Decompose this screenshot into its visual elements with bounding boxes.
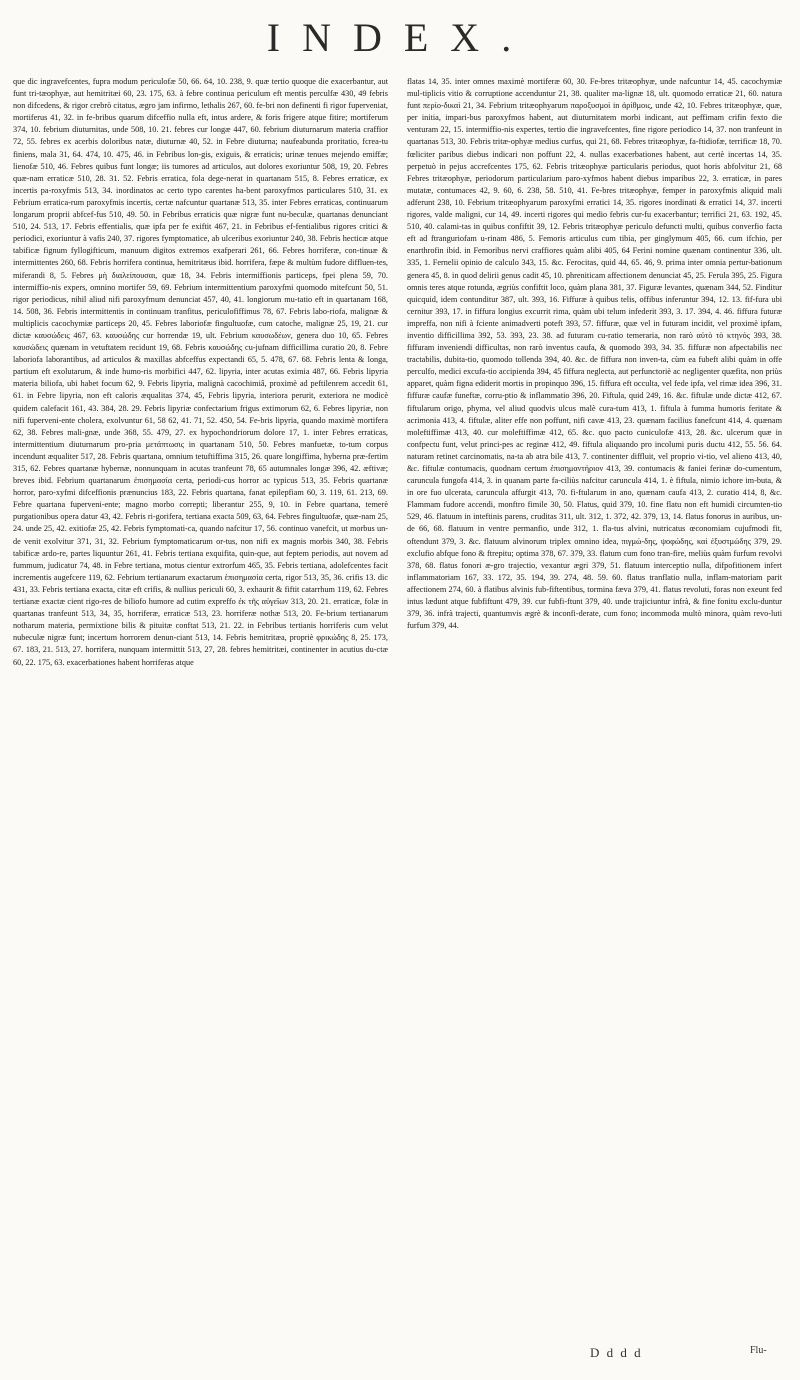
catchword: Flu- <box>750 1345 767 1356</box>
index-text-right: flatas 14, 35. inter omnes maximè mortiferæ 60, 30. Fe-bres tritæophyæ, unde nafcuntur 14, 45. cacochymiæ mul-tiplicis vitio & corruptione accenduntur 21, 38. qualiter ma-lignæ 18, ult. quomodo erraticæ 21, 60. natura funt περίο-δικαὶ 21, 34. Febrium tritæophyarum παροξυσμοὶ in ἀρίθμοις, unde 42, 10. Febres tritæophyæ, quæ, per initia, impari-bus paroxyfmos habent, aut diuturnitatem morbi indicant, aut peffimam crifin fexto die venturam 22, 15. intermiffio-nis expertes, tertio die ingravefcentes, fine rigore periodico 14, 37. non tranfeunt in quartanas 513, 30. Febris tritæ-ophyæ medius curfus, qui 21, 68. Febres tritæophyæ, fa-ftidiofæ, terrificæ 18, 70. fœliciter paribus diebus indicari non poffunt 22, 4. nullas exacerbationes habent, aut certè incertas 14, 35. perpetuò in pejus accrefcentes 175, 62. Febris tritæophyæ particularis periodus, quot horis abfolvitur 21, 68 Febres tritæophyæ, periodorum particularium paro-xyfmos habent diebus imparibus 22, 3. erraticæ, in pares mutatæ, contumaces 42, 9. 60, 6. 238, 58. 510, 41. Fe-bres tritæophyæ, femper in paroxyfmis aliquid mali adferunt 238, 10. Febrium tritæophyarum paroxyfmi erratici 14, 35. rigores inordinati & erratici 14, 37. incerti rigores, valde maligni, cur 14, 49. incerti rigores qui medio febris cur-fu exacerbantur; terrifici 21, 63. 192, 45. 510, 40. calami-tas in quibus confiftit 39, 12. Febris tritæophyæ periculo defuncti multi, quibus converfio facta eft ad ftranguriofam u-rinam 486, 5. Femoris articulus cum tibia, per ginglymum 405, 66. cum ifchio, per enarthrofin ibid. in Femoribus nervi craffiores quàm alibi 405, 64 Ferini nomine quænam continentur 336, ult. 335, 1. Fernelii opinio de calculo 343, 15. &c. Ferocitas, quid 44, 65. 46, 9. prima inter omnia pertur-bationum genera 45, 8. in quod delirii genus cadit 45, 10. phreniticam affectionem denunciat 45, 25. Ferula 395, 25. Figura omnis teres atque rotunda, ægriùs confiftit loco, quàm plana 381, 37. Figuræ levantes, quænam 344, 52. Finditur quicquid, idem contunditur 387, ult. 393, 16. Fiffuræ à quibus telis, offibus inferuntur 394, 12. 13. fif-fura ubi cernitur 393, 17. in fiffura longius excurrit rima, quàm ubi telum infederit 393, 3. 17. 394, 4. 46. fiffura futuræ impreffa, non nifi à fciente animadverti poteft 393, 57. fiffuræ, quæ vel in futuram incidit, vel proximè ipfam, inventio difficillima 392, 53. 393, 23. 38. ad futuram cu-ratio temeraria, non rarò αὐτὸ τὸ κτηνός 393, 38. fiffuram inveniendi difficultas, non rarò inventus caufa, & quomodo 393, 34. 35. fiffuræ non afpectabilis nec tractabilis, dubita-tio, quomodo tollenda 394, 40. &c. de fiffura non inven-ta, cùm ea fubeft alibi quàm in offe perculfo, medici excufa-tio accipienda 394, 45 fiffura neglecta, aut perfunctoriè ac negligenter quæfita, non priùs apparet, quàm figna ediderit mortis in propinquo 396, 15. fiffura eft occulta, vel fede ipfa, vel rimæ idea 396, 31. fiffuræ caufæ funeftæ, corru-ptio & inflammatio 396, 20. Fiftula, quid 249, 16. &c. fiftulæ unde dictæ 412, 67. fiftularum origo, phyma, vel aliud quodvis ulcus malè cura-tum 413, 1. fiftula à fumma humoris feritate & acrimonia 413, 4. fiftulæ, aliter effe non poffunt, nifi cavæ 413, 23. quænam facilius fanefcunt 414, 4. quænam moleftiffimæ 413, 40. cur moleftiffimæ 412, 65. &c. quo pacto cuniculofæ 413, 28. &c. ulcerum quæ in confpectu funt, velut princi-pes ac reginæ 412, 49. fiftula aliquando pro incolumi puris ductu 412, 55. 56. 64. naturam retinet carcinomatis, na-ta ab atra bile 413, 7. continenter diffluit, vel proprio vi-tio, vel alieno 413, 40, &c. fiftulæ contumacis, quodnam certum ἐπισημαντήριον 413, 39. contumacis & faniei ferinæ do-cumentum, caruncula fungofa 414, 3. in quanam parte fa-ciliùs nafcitur caruncula 414, 1. è fiftula, nimio ichore im-buta, & in ore fuo ulcerata, caruncula affurgit 413, 70. fi-ftularum in ano, quænam caufa 413, 2. curatio 414, 8, &c. Flammam fudore accendi, monftro fimile 30, 50. Flatus, quid 379, 10. fine flatu non eft humidi circumten-tio 529, 46. flatuum in inteftinis parens, cruditas 311, ult. 312, 1. 372, 42. 379, 13, 14. flatus fonorus in auribus, un-de 66, 68. flatuum in ventre permanfio, unde 312, 1. fla-tus alvini, nutricatus œconomiam cujufmodi fit, oftendunt 379, 3. &c. flatuum alvinorum triplex omnino idea, πιγμώ-δης, ψοφώδης, καὶ ἐξυστμώδης 379, 29. exclufio abfque fono & ftrepitu; optima 378, 67. 379, 33. flatum cum fono tran-fire, meliùs quàm furfum revolvi 378, 68. flatus fonori æ-gro trajectio, vexantur ægri 379, 51. flatuum interceptio nulla, difpofitionem infert inflammatoriam 167, 33. 172, 35. 194, 39. 274, 48. 59. 60. flatus tranflatio nulla, inflam-matoriam parit affectionem 274, 60. à flatibus alvinis fub-fiftentibus, tormina fæva 379, 41. flatus revoluti, foras non exeunt fed intus lædunt atque fubfiftunt 479, 39. cur fubfi-ftunt 379, 40. unde trajiciuntur infrà, & fine fonitu exclu-duntur 379, 36. infrà trajecti, quantumvis ægrè & inconfi-derate, cum fono; incommoda multò minora, quàm revo-luti furfum 379, 44. <box>407 77 782 631</box>
page-title: INDEX. <box>266 15 534 60</box>
signature-mark: D d d d <box>590 1345 643 1360</box>
index-text-left: que dic ingravefcentes, fupra modum periculofæ 50, 66. 64, 10. 238, 9. quæ tertio quoque die exacerbantur, aut funt tri-tæophyæ, aut hemitritæi 60, 23. 175, 63. à febre continua periculum eft mentis perculfæ 430, 49 febris non difcedens, & rigor crebrò citatus, ægro jam infirmo, lethalis 267, 60. fe-bri non definenti fi rigor fuperveniat, mortiferus 41, 32. in fe-bribus quarum difceffio nulla eft, intus ardere, & foris frigere atque fitire; mortiferum 374, 10. febrium diuturnitas, unde 508, 10. 21. febres cur longæ 447, 60. febrium diuturnarum materia craffior 72, 55. febres ex acerbis doloribus natæ, diuturnæ 40, 52. in Febre diuturna; naufeabunda proritatio, fcrea-tu finiens, mala 31, 64. 474, 10. 475, 46. in Febribus lon-gis, exiguis, & erraticis; urinæ tenues mejendo emiffæ; lienofæ 510, 46. Febres quibus funt longæ; iis tumores ad articulos, aut dolores exoriuntur 508, 19, 20. Febres quæ-nam erraticæ 510, 28. 31. 52. Febris erratica, fola dege-nerat in quartanam 515, 8. Febres erraticæ, ex incertis pa-roxyfmis 513, 34. inordinatos ac certo typo carentes ha-bent paroxyfmos particulares 510, 31. ex Febrium erratica-rum paroxyfmis incertis, certæ nafcuntur quartanæ 513, 35. inter Febres erraticas, continuarum longarum proprii abfcef-fus 510, 49. 50. in Febribus erraticis quæ nigræ funt nu-beculæ, quartanas denunciant 510, 24. 513, 17. Febris effentialis, quæ ipfa per fe exiftit 467, 21. in Febribus ef-fentialibus rigores critici & periodici, exoriuntur à vafis 240, 37. rigores fymptomatice, ab ulceribus exoriuntur 240, 38. Febris hecticæ atque tabificæ fignum fyllogifticum, manuum digitos extremos exafperari 261, 66. Febres horriferæ, con-tinuæ & intermittentes 260, 68. Febris horrifera continua, hemitritæus ibid. horrifera, fæpe & multùm fudore diffluen-tes, miferandi 8, 5. Febres μὴ διαλείπουσαι, quæ 18, 34. Febris intermiffionis particeps, fpei plena 59, 70. intermiffio-nis expers, omnino mortifer 59, 69. Febrium intermittentium paroxyfmi quomodo mitefcunt 50, 51. rigor periodicus, nihil aliud nifi paroxyfmum denunciat 457, 40, 41. longiorum mu-tatio eft in quartanam 168, 14. 508, 36. Febris intermittentis in continuam tranfitus, periculofiffimus 78, 67. Febris labo-riofa, malignæ & multiplicis cacochymiæ particeps 20, 45. Febres laboriofæ fingultuofæ, cum catoche, malignæ 25, 19, 21. cur dictæ καυσώδεις 467, 63. καυσώδης cur horrendæ 19, ult. Febrium καυσωδέων, genera duo 10, 65. Febres καυσώδεις quænam in vetuftatem recidunt 19, 68. Febris καυσώδης cu-jufnam difficillima curatio 20, 8. Febre laboriofa laborantibus, ad articulos & maxillas abfceffus expectandi 65, 5. 478, 67. 68. Febris lenta & longa, partium eft exolutarum, & inde humo-ris morbifici 447, 62. lipyria, inter acutas eximia 487, 66. Febris lipyria materia biliofa, ubi habet focum 62, 9. Febris lipyria, malignà cacochimiâ, proximè ad peftilenrem accedit 61, 61. in Febre lipyria, non eft caloris æqualitas 374, 45, Febris lipyria, interiora perurit, exteriora ne modicè quidem calefacit 161, 43. 384, 28. 29. Febris lipyriæ confectarium frigus extimorum 62, 6. Febres lipyriæ, non nifi fuperveni-ente cholera, exolvuntur 61, 58 62, 41. 71, 52. 450, 54. Fe-bris lipyria, quando maximè mortifera 62, 38. Febres mali-gnæ, unde 368, 55. 479, 27. ex hypochondriorum dolore 17, 1. inter Febres erraticas, intermittentium diuturnarum pro-pria μετάπτωσις in quartanam 510, 50. Febres manfuetæ, to-tum corpus incendunt æqualiter 517, 28. Febris quartana, omnium tetuftiffima 315, 26. quare longiffima, hyberna præ-fertim 315, 62. Febres quartanæ hybernæ, nonnunquam in acutas tranfeunt 78, 65 autumnales longæ 396, 42. æftivæ; breves ibid. Febrium quartanarum ἐπισημασία certa, periodi-cus horror ac typicus 513, 35. Febris quartanæ horror, paro-xyfmi difceffionis prænuncius 183, 22. Febris quartana, fanat epilepfiam 60, 3. 119, 61. 213, 69. Febre quartana fuperveni-ente; magno morbo correpti; liberantur 255, 9, 10. in Febre quartana, temerè purgationibus opera datur 43, 42. Febris ri-gorifera, tertiana exacta 509, 63, 64. Febres fingultuofæ, quæ-nam 25, 24. unde 25, 42. exitiofæ 25, 42. Febris fymptomati-ca, quando nafcitur 17, 56. continuo vanefcit, ut morbus un-de venit exolvitur 371, 31, 32. Febrium fymptomaticarum or-tus, non nifi ex magnis morbis 340, 38. Febris tabificæ ardo-re, partes liquuntur 261, 41. Febris tertiana exquifita, quin-que, aut feptem periodis, aut novem ad fummum, judicatur 74, 48. in Febre tertiana, motus cientur extrorfum 465, 35. Febris tertiana, adolefcentes facit incrementis augefcere 119, 62. Febrium tertianarum exactarum ἐπισημασία certa, rigor 513, 35, 36. crifis 13. dic 431, 33. Febris tertiana exacta, citæ eft crifis, & nullius periculi 60, 3. exhaurit & fiftit catarrhum 119, 62. Febres tertianæ exactæ cient rigo-res de biliofo humore ad cutim expreffo ἐκ τῆς αὐγεῖων 313, 20. 21. erraticæ, folæ in quartanas tranfeunt 513, 34, 35, horriferæ, erraticæ 513, 23. horriferæ nothæ 513, 20. Fe-brium tertianarum notharum materia, permixtione bilis & pituitæ conftat 513, 21. 22. in Febribus tertianis horriferis cum velut nubeculæ nigræ funt; incertum horrorem denun-ciant 513, 14. Febris hemitritæa, propriè φρικώδης 8, 25. 173, 67. 183, 21. 513, 27. horrifera, nunquam intermittit 513, 27, 28. febres hemitritæi, continenter in acutius du-ctæ 60, 22. 175, 63. exacerbationes habent horriferas atque <box>13 77 388 667</box>
index-column-right <box>407 76 782 1344</box>
index-column-left <box>13 76 388 1344</box>
